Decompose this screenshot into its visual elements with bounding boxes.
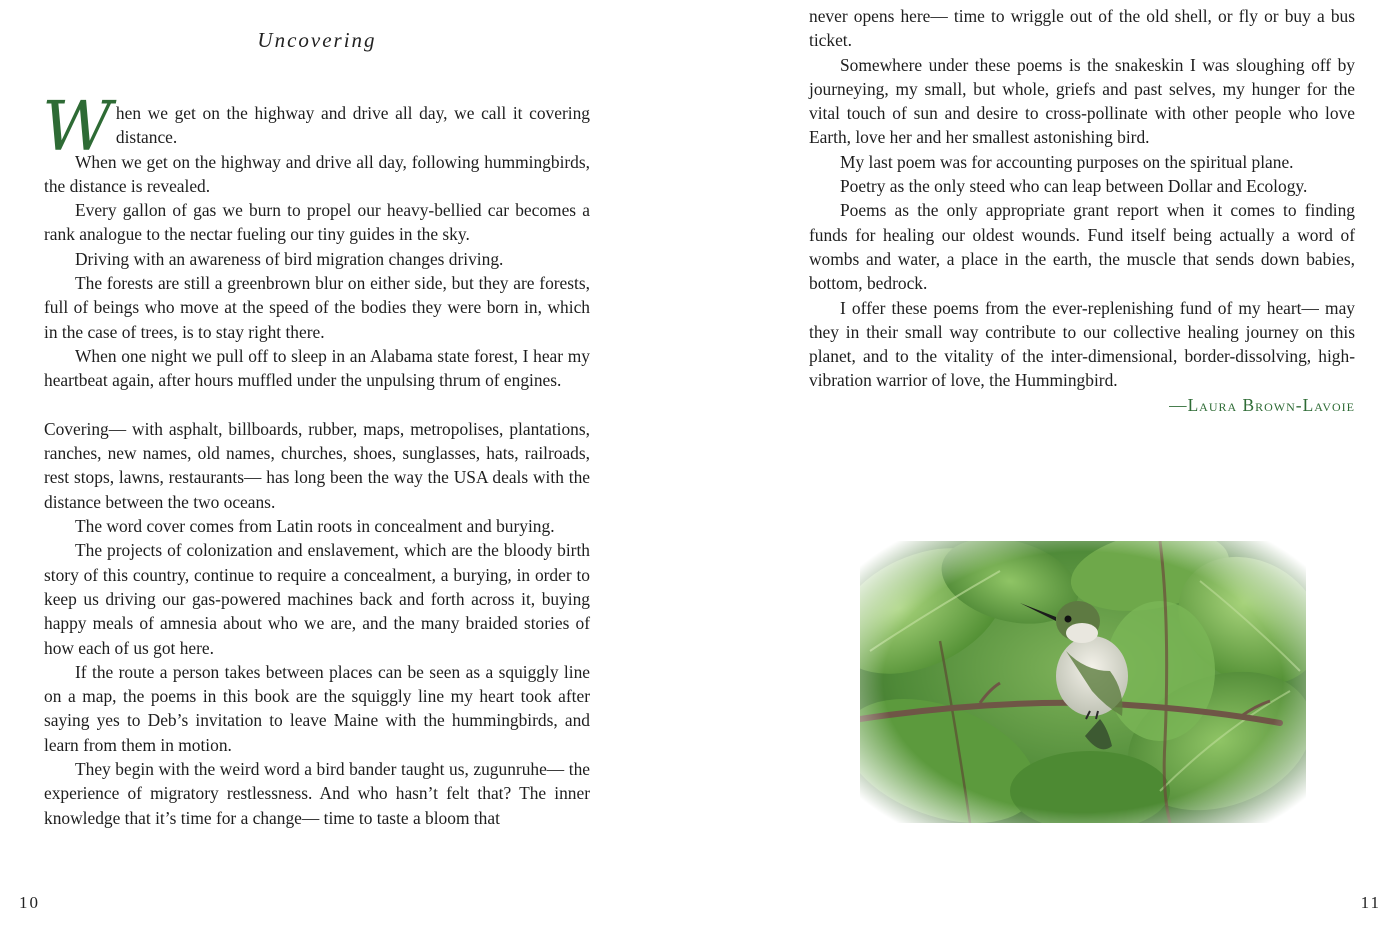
chapter-title: Uncovering	[257, 28, 377, 52]
right-body-text	[809, 4, 1355, 417]
paragraph-12: never opens here— time to wriggle out of the old shell, or fly or buy a bus ticket.	[809, 6, 1355, 51]
paragraph-16: Poems as the only appropriate grant report when it comes to finding funds for healing our oldest wounds. Fund itself being actually a word of wombs and water, a place in the earth, the muscle that sends down babies, bottom, bedrock.	[809, 200, 1355, 294]
paragraph-11: They begin with the weird word a bird bander taught us, zugunruhe— the experience of migratory restlessness. And who hasn’t felt that? The inner knowledge that it’s time for a change— time to taste a bloom that	[44, 759, 590, 828]
paragraph-8: The word cover comes from Latin roots in concealment and burying.	[75, 516, 555, 537]
paragraph-7: Covering— with asphalt, billboards, rubber, maps, metropolises, plantations, ranches, new names, old names, churches, shoes, sunglasses, hats, railroads, rest stops, lawns, restaurants— has long been the way the USA deals with the distance between the two oceans.	[44, 418, 590, 512]
page-number-left: 10	[19, 893, 40, 912]
paragraph-15: Poetry as the only steed who can leap between Dollar and Ecology.	[840, 176, 1308, 197]
paragraph-17: I offer these poems from the ever-replenishing fund of my heart— may they in their small way contribute to our collective healing journey on this planet, and to the vitality of the inter-dimensional, border-dissolving, high-vibration warrior of love, the Hummingbird.	[809, 297, 1355, 391]
paragraph-6: When one night we pull off to sleep in an Alabama state forest, I hear my heartbeat again, after hours muffled under the unpulsing thrum of engines.	[44, 345, 590, 391]
paragraph-14: My last poem was for accounting purposes on the spiritual plane.	[840, 151, 1294, 172]
drop-cap: W	[42, 88, 112, 167]
paragraph-1	[42, 88, 590, 167]
hummingbird-on-branch-icon	[860, 541, 1306, 823]
page-number-right: 11	[1360, 893, 1381, 912]
paragraph-3: Every gallon of gas we burn to propel our heavy-bellied car becomes a rank analogue to the nectar fueling our tiny guides in the sky.	[44, 200, 590, 245]
paragraph-5: The forests are still a greenbrown blur on either side, but they are forests, full of beings who move at the speed of the bodies they were born in, which in the case of trees, is to stay right there.	[44, 273, 590, 342]
left-body-text	[42, 88, 590, 830]
paragraph-2: When we get on the highway and drive all day, following hummingbirds, the distance is revealed.	[44, 151, 590, 196]
paragraph-1-text: hen we get on the highway and drive all day, we call it covering distance.	[115, 103, 590, 148]
paragraph-4: Driving with an awareness of bird migration changes driving.	[75, 248, 504, 269]
paragraph-10: If the route a person takes between places can be seen as a squiggly line on a map, the poems in this book are the squiggly line my heart took after saying yes to Deb’s invitation to leave Maine with the hummingbirds, and learn from them in motion.	[44, 661, 590, 755]
paragraph-9: The projects of colonization and enslavement, which are the bloody birth story of this country, continue to require a concealment, a burying, in order to keep us driving our gas-powered machines back and forth across it, buying happy meals of amnesia about who we are, and the many braided stories of how each of us got here.	[44, 540, 590, 658]
hummingbird-photo	[860, 541, 1306, 823]
author-signature: —Laura Brown-Lavoie	[1169, 394, 1355, 415]
right-page	[700, 0, 1400, 926]
paragraph-13: Somewhere under these poems is the snakeskin I was sloughing off by journeying, my small, but whole, griefs and past selves, my hunger for the vital touch of sun and desire to cross-pollinate with other people who love Earth, love her and her smallest astonishing bird.	[809, 54, 1355, 148]
